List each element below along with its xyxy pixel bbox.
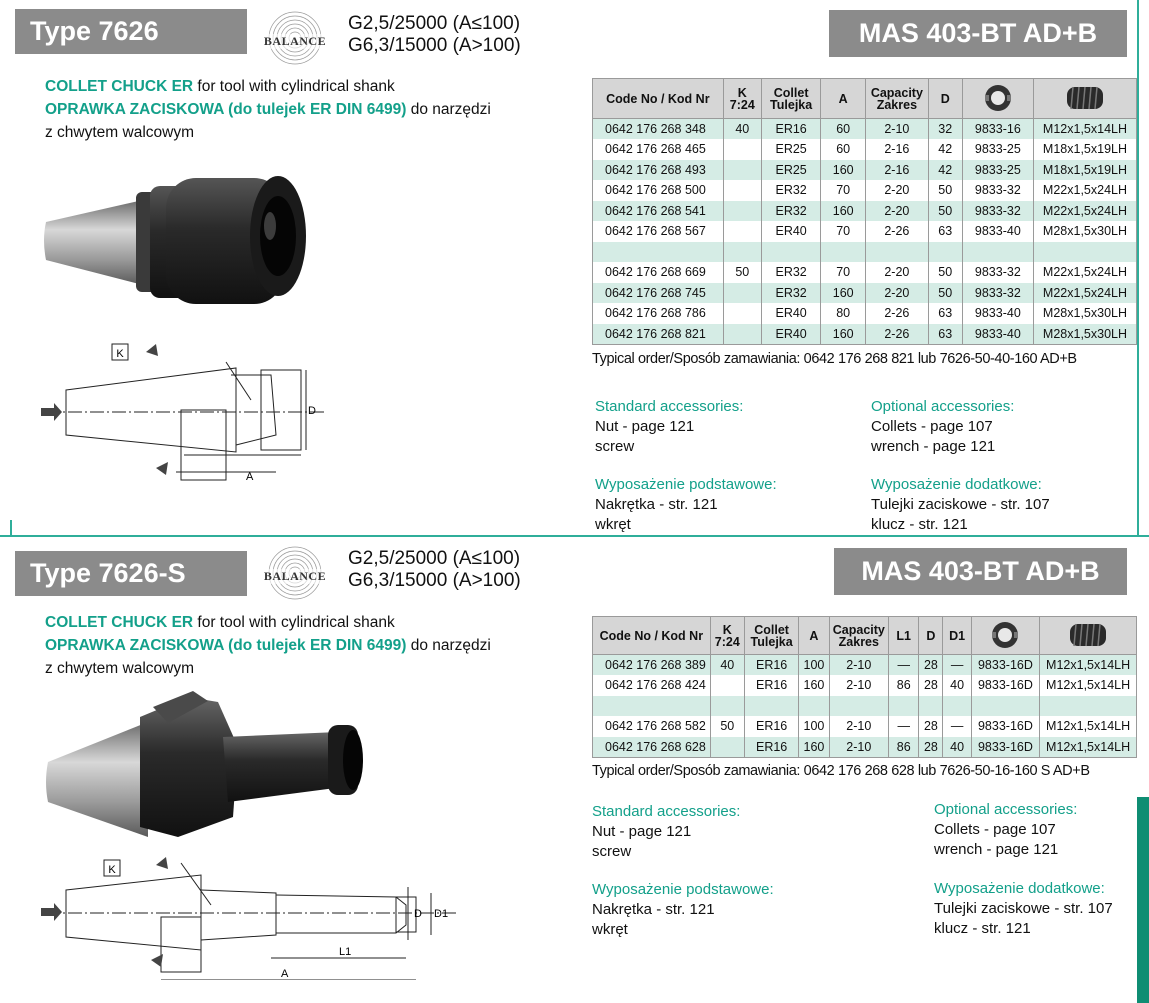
cell-collet: ER16 xyxy=(744,655,798,676)
drawing-label-k: K xyxy=(116,348,124,360)
drawing-label-a: A xyxy=(246,471,254,483)
table-row xyxy=(593,242,1137,263)
cell-cap: 2-16 xyxy=(865,160,928,181)
cell-k: 50 xyxy=(710,716,744,737)
cell-d: 63 xyxy=(928,324,962,345)
col-header-collet-1: Collet xyxy=(754,622,789,637)
table-row xyxy=(593,262,1137,283)
cell-code xyxy=(593,242,724,263)
page-edge-tab xyxy=(1137,797,1149,1003)
cell-screw: M22x1,5x24LH xyxy=(1033,262,1136,283)
cell-screw: M28x1,5x30LH xyxy=(1033,303,1136,324)
cell-k xyxy=(710,675,744,696)
screw-icon xyxy=(1066,620,1110,650)
cell-code: 0642 176 268 424 xyxy=(593,675,711,696)
table-row xyxy=(593,160,1137,181)
cell-collet xyxy=(744,696,798,717)
cell-k xyxy=(723,283,761,304)
cell-a: 160 xyxy=(799,675,829,696)
product-photo-collet-chuck xyxy=(38,160,318,310)
col-header-a: A xyxy=(821,79,866,119)
cell-cap: 2-20 xyxy=(865,180,928,201)
grade-line-1: G2,5/25000 (A≤100) xyxy=(348,548,521,569)
col-header-k-2: 7:24 xyxy=(714,634,740,649)
col-header-k-1: K xyxy=(722,622,732,637)
mas-standard-label: MAS 403-BT AD+B xyxy=(829,10,1127,57)
col-header-d1: D1 xyxy=(943,617,971,655)
cell-d: 50 xyxy=(928,283,962,304)
cell-code: 0642 176 268 567 xyxy=(593,221,724,242)
nut-icon xyxy=(990,620,1020,650)
cell-screw xyxy=(1040,696,1137,717)
opt-acc-title: Optional accessories: xyxy=(934,801,1078,818)
col-header-k xyxy=(723,79,761,119)
col-header-cap-1: Capacity xyxy=(832,622,885,637)
cell-k xyxy=(723,180,761,201)
wyp-dod-title: Wyposażenie dodatkowe: xyxy=(934,880,1105,897)
cell-collet xyxy=(761,242,820,263)
mas-standard-label: MAS 403-BT AD+B xyxy=(834,548,1127,595)
desc-line-2 xyxy=(45,634,491,657)
wyp-dod-item-2: klucz - str. 121 xyxy=(871,516,968,533)
cell-d: 50 xyxy=(928,201,962,222)
cell-d: 28 xyxy=(919,716,943,737)
cell-code: 0642 176 268 628 xyxy=(593,737,711,758)
spec-table xyxy=(592,616,1137,758)
cell-k: 40 xyxy=(723,119,761,140)
std-acc-title: Standard accessories: xyxy=(592,803,741,820)
opt-acc-item-2: wrench - page 121 xyxy=(871,438,996,455)
balance-label: BALANCE xyxy=(255,569,335,584)
col-header-cap-2: Zakres xyxy=(838,634,879,649)
product-photo-slim-chuck xyxy=(38,677,368,847)
table-row xyxy=(593,139,1137,160)
cell-nut: 9833-16 xyxy=(962,119,1033,140)
drawing-label-a: A xyxy=(281,968,289,980)
grade-line-1: G2,5/25000 (A≤100) xyxy=(348,13,521,34)
wyposazenie-podstawowe xyxy=(595,475,777,535)
cell-screw: M28x1,5x30LH xyxy=(1033,324,1136,345)
section-type-7626-s xyxy=(0,537,1149,1003)
cell-screw: M12x1,5x14LH xyxy=(1040,655,1137,676)
typical-order: Typical order/Sposób zamawiania: 0642 176 268 821 lub 7626-50-40-160 AD+B xyxy=(592,351,1077,367)
wyp-pod-item-2: wkręt xyxy=(595,516,631,533)
cell-code: 0642 176 268 821 xyxy=(593,324,724,345)
cell-nut: 9833-32 xyxy=(962,283,1033,304)
drawing-label-k: K xyxy=(108,864,116,876)
cell-nut: 9833-32 xyxy=(962,201,1033,222)
col-header-d: D xyxy=(928,79,962,119)
drawing-label-d: D xyxy=(308,405,316,417)
cell-code: 0642 176 268 389 xyxy=(593,655,711,676)
screw-icon xyxy=(1063,83,1107,113)
desc-line-1 xyxy=(45,611,491,634)
cell-nut: 9833-16D xyxy=(971,737,1040,758)
cell-collet: ER40 xyxy=(761,221,820,242)
wyposazenie-dodatkowe xyxy=(934,879,1113,939)
cell-a: 160 xyxy=(821,324,866,345)
cell-collet: ER32 xyxy=(761,262,820,283)
cell-l1: 86 xyxy=(889,737,919,758)
col-header-nut xyxy=(971,617,1040,655)
cell-k xyxy=(710,696,744,717)
description xyxy=(45,75,491,144)
cell-a: 160 xyxy=(821,160,866,181)
cell-k xyxy=(723,242,761,263)
optional-accessories xyxy=(871,397,1014,457)
cell-a xyxy=(821,242,866,263)
wyp-pod-item-2: wkręt xyxy=(592,921,628,938)
cell-nut: 9833-40 xyxy=(962,303,1033,324)
cell-cap xyxy=(829,696,889,717)
col-header-k-1: K xyxy=(737,85,747,100)
nut-icon xyxy=(983,83,1013,113)
cell-k xyxy=(723,324,761,345)
cell-cap: 2-10 xyxy=(865,119,928,140)
wyposazenie-dodatkowe xyxy=(871,475,1050,535)
desc-bold-1: COLLET CHUCK ER xyxy=(45,78,194,95)
wyp-dod-item-2: klucz - str. 121 xyxy=(934,920,1031,937)
table-row xyxy=(593,696,1137,717)
cell-l1: — xyxy=(889,655,919,676)
optional-accessories xyxy=(934,800,1077,860)
desc-rest-2: do narzędzi xyxy=(406,101,491,118)
col-header-collet xyxy=(761,79,820,119)
drawing-label-d1: D1 xyxy=(434,908,449,920)
cell-collet: ER40 xyxy=(761,303,820,324)
technical-drawing xyxy=(36,855,456,980)
col-header-l1: L1 xyxy=(889,617,919,655)
opt-acc-item-1: Collets - page 107 xyxy=(871,418,993,435)
standard-accessories xyxy=(595,397,743,457)
cell-code: 0642 176 268 465 xyxy=(593,139,724,160)
technical-drawing xyxy=(36,340,326,485)
cell-l1 xyxy=(889,696,919,717)
drawing-label-d: D xyxy=(414,908,422,920)
cell-screw: M12x1,5x14LH xyxy=(1040,737,1137,758)
cell-collet: ER40 xyxy=(761,324,820,345)
cell-screw xyxy=(1033,242,1136,263)
cell-cap: 2-16 xyxy=(865,139,928,160)
table-header-row xyxy=(593,79,1137,119)
cell-d: 42 xyxy=(928,160,962,181)
desc-line-2 xyxy=(45,98,491,121)
cell-l1: 86 xyxy=(889,675,919,696)
wyp-dod-item-1: Tulejki zaciskowe - str. 107 xyxy=(871,496,1050,513)
col-header-a: A xyxy=(799,617,829,655)
std-acc-title: Standard accessories: xyxy=(595,398,744,415)
cell-nut xyxy=(971,696,1040,717)
cell-screw: M12x1,5x14LH xyxy=(1033,119,1136,140)
cell-a: 160 xyxy=(821,201,866,222)
cell-code: 0642 176 268 541 xyxy=(593,201,724,222)
table-row xyxy=(593,675,1137,696)
cell-collet: ER16 xyxy=(761,119,820,140)
desc-rest-1: for tool with cylindrical shank xyxy=(193,78,395,95)
cell-d: 28 xyxy=(919,655,943,676)
col-header-k xyxy=(710,617,744,655)
col-header-code: Code No / Kod Nr xyxy=(593,79,724,119)
col-header-screw xyxy=(1040,617,1137,655)
col-header-collet-2: Tulejka xyxy=(770,97,813,112)
wyp-pod-title: Wyposażenie podstawowe: xyxy=(595,476,777,493)
cell-d: 63 xyxy=(928,221,962,242)
cell-d: 50 xyxy=(928,180,962,201)
drawing-label-l1: L1 xyxy=(339,946,352,958)
cell-collet: ER16 xyxy=(744,675,798,696)
cell-screw: M22x1,5x24LH xyxy=(1033,283,1136,304)
cell-cap: 2-26 xyxy=(865,324,928,345)
cell-a: 160 xyxy=(821,283,866,304)
desc-bold-2: OPRAWKA ZACISKOWA (do tulejek ER DIN 6499) xyxy=(45,101,407,118)
typical-order: Typical order/Sposób zamawiania: 0642 176 268 628 lub 7626-50-16-160 S AD+B xyxy=(592,763,1090,779)
cell-d1: 40 xyxy=(943,675,971,696)
cell-screw: M18x1,5x19LH xyxy=(1033,160,1136,181)
col-header-collet-1: Collet xyxy=(773,85,809,100)
cell-cap xyxy=(865,242,928,263)
cell-d: 50 xyxy=(928,262,962,283)
cell-d: 28 xyxy=(919,737,943,758)
table-row xyxy=(593,303,1137,324)
col-header-capacity xyxy=(865,79,928,119)
table-row xyxy=(593,283,1137,304)
cell-screw: M22x1,5x24LH xyxy=(1033,180,1136,201)
cell-code: 0642 176 268 786 xyxy=(593,303,724,324)
cell-code: 0642 176 268 500 xyxy=(593,180,724,201)
cell-k xyxy=(723,303,761,324)
desc-line-1 xyxy=(45,75,491,98)
col-header-d: D xyxy=(919,617,943,655)
cell-k xyxy=(723,139,761,160)
cell-screw: M12x1,5x14LH xyxy=(1040,716,1137,737)
desc-rest-2: do narzędzi xyxy=(406,637,491,654)
cell-collet: ER32 xyxy=(761,180,820,201)
table-header-row xyxy=(593,617,1137,655)
cell-a: 60 xyxy=(821,119,866,140)
cell-cap: 2-10 xyxy=(829,675,889,696)
balance-logo xyxy=(255,10,335,68)
cell-a: 70 xyxy=(821,180,866,201)
wyp-pod-title: Wyposażenie podstawowe: xyxy=(592,881,774,898)
cell-cap: 2-26 xyxy=(865,303,928,324)
type-title: Type 7626-S xyxy=(15,551,247,596)
table-row xyxy=(593,180,1137,201)
cell-a: 70 xyxy=(821,221,866,242)
cell-code: 0642 176 268 493 xyxy=(593,160,724,181)
cell-d1: — xyxy=(943,716,971,737)
cell-code xyxy=(593,696,711,717)
standard-accessories xyxy=(592,802,740,862)
cell-collet: ER25 xyxy=(761,139,820,160)
cell-d xyxy=(919,696,943,717)
cell-cap: 2-26 xyxy=(865,221,928,242)
desc-bold-1: COLLET CHUCK ER xyxy=(45,614,194,631)
table-row xyxy=(593,655,1137,676)
cell-screw: M22x1,5x24LH xyxy=(1033,201,1136,222)
col-header-collet-2: Tulejka xyxy=(750,634,793,649)
cell-k: 40 xyxy=(710,655,744,676)
cell-a: 100 xyxy=(799,716,829,737)
wyp-pod-item-1: Nakrętka - str. 121 xyxy=(595,496,718,513)
cell-nut: 9833-16D xyxy=(971,716,1040,737)
cell-nut: 9833-25 xyxy=(962,160,1033,181)
desc-line-3: z chwytem walcowym xyxy=(45,124,194,141)
col-header-k-2: 7:24 xyxy=(729,97,755,112)
std-acc-item-1: Nut - page 121 xyxy=(592,823,692,840)
col-header-nut xyxy=(962,79,1033,119)
cell-k xyxy=(723,201,761,222)
cell-cap: 2-10 xyxy=(829,655,889,676)
cell-nut xyxy=(962,242,1033,263)
table-row xyxy=(593,119,1137,140)
cell-screw: M28x1,5x30LH xyxy=(1033,221,1136,242)
cell-l1: — xyxy=(889,716,919,737)
col-header-collet xyxy=(744,617,798,655)
cell-d1 xyxy=(943,696,971,717)
wyp-dod-title: Wyposażenie dodatkowe: xyxy=(871,476,1042,493)
cell-code: 0642 176 268 669 xyxy=(593,262,724,283)
cell-cap: 2-20 xyxy=(865,262,928,283)
cell-a: 70 xyxy=(821,262,866,283)
opt-acc-title: Optional accessories: xyxy=(871,398,1015,415)
section-divider-left xyxy=(10,520,12,537)
cell-a: 60 xyxy=(821,139,866,160)
desc-rest-1: for tool with cylindrical shank xyxy=(193,614,395,631)
cell-a xyxy=(799,696,829,717)
cell-k: 50 xyxy=(723,262,761,283)
cell-k xyxy=(723,221,761,242)
cell-cap: 2-20 xyxy=(865,201,928,222)
col-header-screw xyxy=(1033,79,1136,119)
cell-code: 0642 176 268 348 xyxy=(593,119,724,140)
cell-nut: 9833-40 xyxy=(962,221,1033,242)
cell-collet: ER16 xyxy=(744,737,798,758)
cell-d: 28 xyxy=(919,675,943,696)
cell-nut: 9833-32 xyxy=(962,180,1033,201)
cell-k xyxy=(723,160,761,181)
balance-grade xyxy=(348,548,521,592)
cell-nut: 9833-32 xyxy=(962,262,1033,283)
cell-collet: ER32 xyxy=(761,283,820,304)
cell-d: 63 xyxy=(928,303,962,324)
description xyxy=(45,611,491,680)
cell-collet: ER25 xyxy=(761,160,820,181)
std-acc-item-2: screw xyxy=(595,438,635,455)
cell-screw: M18x1,5x19LH xyxy=(1033,139,1136,160)
cell-d: 32 xyxy=(928,119,962,140)
col-header-capacity xyxy=(829,617,889,655)
desc-bold-2: OPRAWKA ZACISKOWA (do tulejek ER DIN 6499) xyxy=(45,637,407,654)
cell-d xyxy=(928,242,962,263)
cell-cap: 2-10 xyxy=(829,716,889,737)
cell-nut: 9833-16D xyxy=(971,655,1040,676)
wyp-dod-item-1: Tulejki zaciskowe - str. 107 xyxy=(934,900,1113,917)
cell-a: 160 xyxy=(799,737,829,758)
cell-code: 0642 176 268 582 xyxy=(593,716,711,737)
cell-d1: — xyxy=(943,655,971,676)
type-title: Type 7626 xyxy=(15,9,247,54)
cell-a: 100 xyxy=(799,655,829,676)
col-header-cap-1: Capacity xyxy=(870,85,923,100)
wyposazenie-podstawowe xyxy=(592,880,774,940)
grade-line-2: G6,3/15000 (A>100) xyxy=(348,570,521,591)
cell-code: 0642 176 268 745 xyxy=(593,283,724,304)
balance-grade xyxy=(348,13,521,57)
opt-acc-item-2: wrench - page 121 xyxy=(934,841,1059,858)
wyp-pod-item-1: Nakrętka - str. 121 xyxy=(592,901,715,918)
cell-nut: 9833-40 xyxy=(962,324,1033,345)
spec-table xyxy=(592,78,1137,345)
cell-d: 42 xyxy=(928,139,962,160)
cell-cap: 2-20 xyxy=(865,283,928,304)
frame-border-right xyxy=(1137,0,1139,537)
std-acc-item-1: Nut - page 121 xyxy=(595,418,695,435)
table-row xyxy=(593,221,1137,242)
table-row xyxy=(593,716,1137,737)
table-row xyxy=(593,324,1137,345)
col-header-code: Code No / Kod Nr xyxy=(593,617,711,655)
cell-nut: 9833-16D xyxy=(971,675,1040,696)
grade-line-2: G6,3/15000 (A>100) xyxy=(348,35,521,56)
col-header-cap-2: Zakres xyxy=(876,97,918,112)
table-row xyxy=(593,737,1137,758)
opt-acc-item-1: Collets - page 107 xyxy=(934,821,1056,838)
cell-cap: 2-10 xyxy=(829,737,889,758)
cell-collet: ER16 xyxy=(744,716,798,737)
cell-nut: 9833-25 xyxy=(962,139,1033,160)
cell-screw: M12x1,5x14LH xyxy=(1040,675,1137,696)
cell-a: 80 xyxy=(821,303,866,324)
cell-d1: 40 xyxy=(943,737,971,758)
std-acc-item-2: screw xyxy=(592,843,632,860)
cell-collet: ER32 xyxy=(761,201,820,222)
table-row xyxy=(593,201,1137,222)
balance-logo xyxy=(255,545,335,603)
cell-k xyxy=(710,737,744,758)
balance-label: BALANCE xyxy=(255,34,335,49)
desc-line-3: z chwytem walcowym xyxy=(45,660,194,677)
